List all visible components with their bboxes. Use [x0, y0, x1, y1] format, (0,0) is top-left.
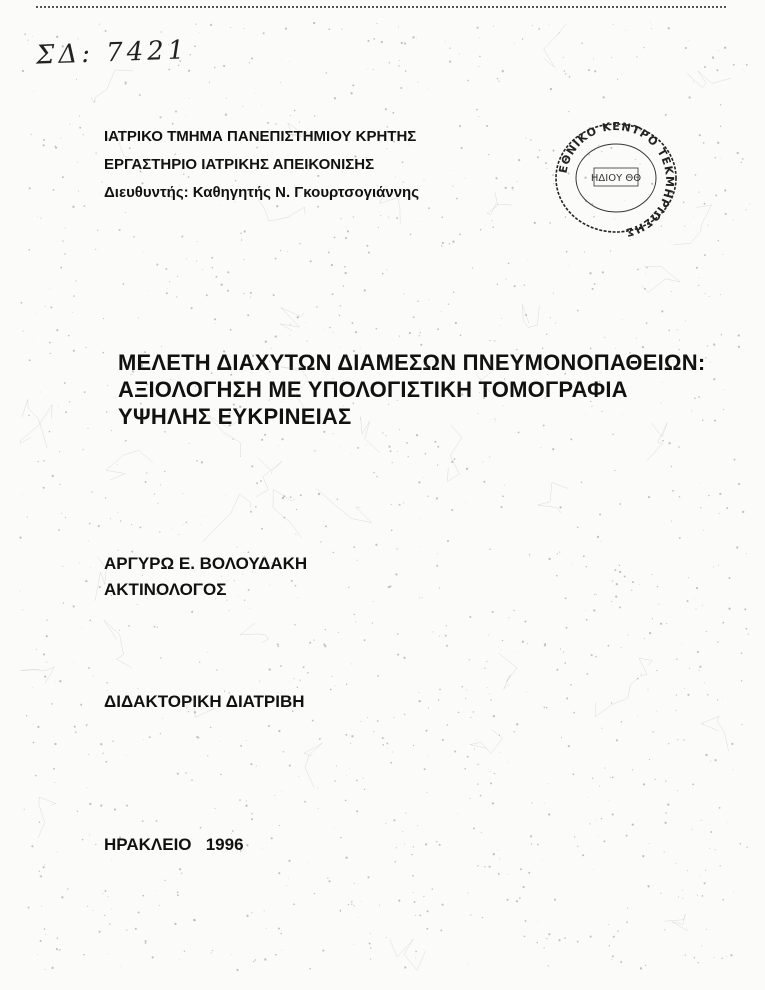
thesis-title-line-3: ΥΨΗΛΗΣ ΕΥΚΡΙΝΕΙΑΣ: [118, 404, 352, 429]
svg-text:ΕΘΝΙΚΟ ΚΕΝΤΡΟ ΤΕΚΜΗΡΙΩΣΗΣ: ΕΘΝΙΚΟ ΚΕΝΤΡΟ ΤΕΚΜΗΡΙΩΣΗΣ: [556, 119, 677, 238]
handwritten-reference-number: ΣΔ: 7421: [35, 35, 189, 71]
library-stamp-seal: [548, 118, 684, 238]
laboratory-name: ΕΡΓΑΣΤΗΡΙΟ ΙΑΤΡΙΚΗΣ ΑΠΕΙΚΟΝΙΣΗΣ: [104, 156, 375, 173]
author-name: ΑΡΓΥΡΩ Ε. ΒΟΛΟΥΔΑΚΗ: [104, 554, 308, 573]
university-name: ΙΑΤΡΙΚΟ ΤΜΗΜΑ ΠΑΝΕΠΙΣΤΗΜΙΟΥ ΚΡΗΤΗΣ: [104, 128, 417, 145]
author-role: ΑΚΤΙΝΟΛΟΓΟΣ: [104, 580, 227, 599]
thesis-title-line-1: ΜΕΛΕΤΗ ΔΙΑΧΥΤΩΝ ΔΙΑΜΕΣΩΝ ΠΝΕΥΜΟΝΟΠΑΘΕΙΩΝ:: [118, 350, 706, 375]
director-line: Διευθυντής: Καθηγητής Ν. Γκουρτσογιάννης: [104, 184, 419, 201]
document-type: ΔΙΔΑΚΤΟΡΙΚΗ ΔΙΑΤΡΙΒΗ: [104, 692, 305, 711]
top-scan-edge: [36, 6, 726, 8]
svg-text:ΗΔΙΟΥ ΘΘ: ΗΔΙΟΥ ΘΘ: [590, 173, 642, 184]
place-and-year: ΗΡΑΚΛΕΙΟ 1996: [104, 835, 244, 854]
thesis-title-line-2: ΑΞΙΟΛΟΓΗΣΗ ΜΕ ΥΠΟΛΟΓΙΣΤΙΚΗ ΤΟΜΟΓΡΑΦΙΑ: [118, 377, 628, 402]
